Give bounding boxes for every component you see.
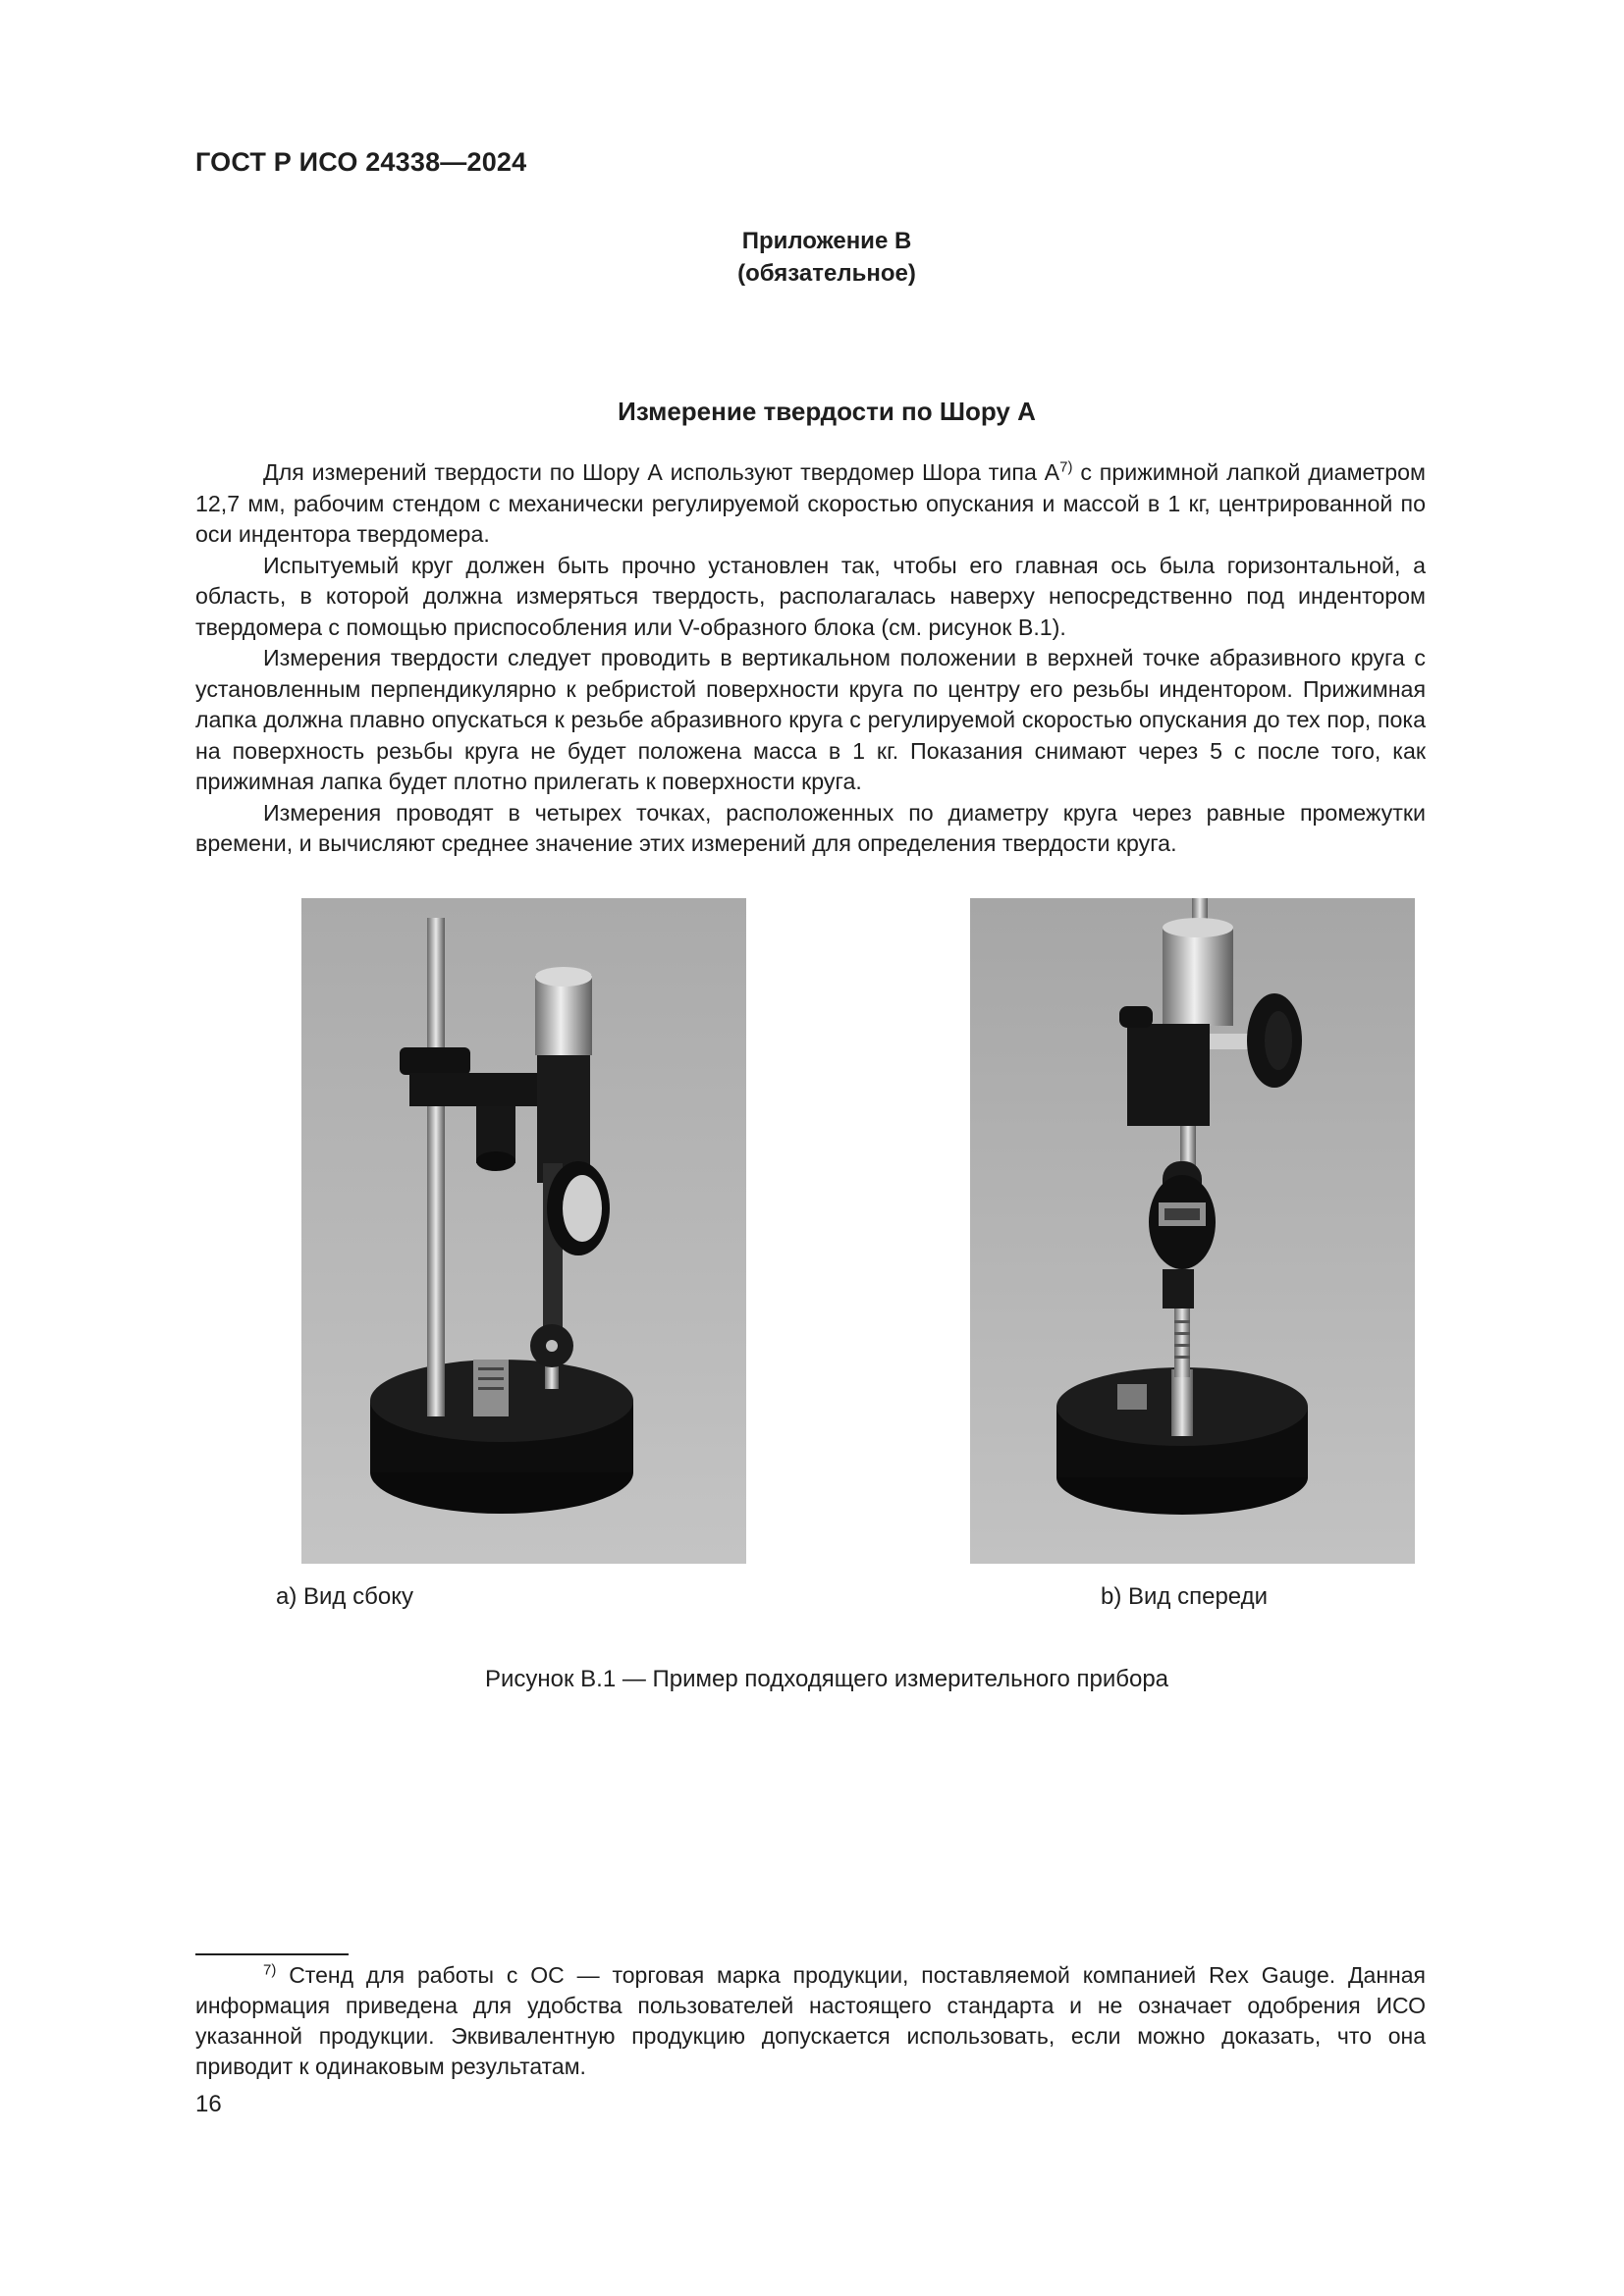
footnote-reference: 7)	[1059, 458, 1073, 476]
paragraph-2: Испытуемый круг должен быть прочно установлен так, чтобы его главная ось была горизонтальной, а область, в которой должна измеряться твердость, располагалась наверху непосредственно под индентором твердомера с помощью приспособления или V-образного блока (см. рисунок В.1).	[195, 552, 1426, 640]
paragraph-1	[195, 457, 1426, 551]
paragraph-1-start: Для измерений твердости по Шору А используют твердомер Шора типа А	[263, 459, 1060, 485]
section-title: Измерение твердости по Шору А	[618, 397, 1036, 426]
paragraph-1-end: с прижимной лапкой диаметром 12,7 мм, рабочим стендом с механически регулируемой скоростью опускания и массой в 1 кг, центрированной по оси индентора твердомера.	[195, 459, 1427, 547]
body-text	[195, 457, 1426, 860]
footnote-text: Стенд для работы с ОС — торговая марка продукции, поставляемой компанией Rex Gauge. Данная информация приведена для удобства пользователей настоящего стандарта и не означает одобрения ИСО указанной продукции. Эквивалентную продукцию допускается использовать, если можно доказать, что она приводит к одинаковым результатам.	[195, 1962, 1426, 2079]
photo-front-view	[970, 898, 1415, 1564]
annex-status: (обязательное)	[737, 260, 916, 287]
footnote-separator	[195, 1953, 349, 1955]
page-number: 16	[195, 2091, 222, 2117]
paragraph-3: Измерения твердости следует проводить в вертикальном положении в верхней точке абразивного круга с установленным перпендикулярно к ребристой поверхности круга по центру его резьбы индентором. Прижимная лапка должна плавно опускаться к резьбе абразивного круга с регулируемой скоростью опускания до тех пор, пока на поверхность резьбы круга не будет положена масса в 1 кг. Показания снимают через 5 с после того, как прижимная лапка будет плотно прилегать к поверхности круга.	[195, 645, 1426, 794]
annex-title: Приложение В	[741, 228, 912, 254]
footnote-paragraph	[195, 1960, 1426, 2082]
figure-caption-a: а) Вид сбоку	[276, 1583, 413, 1610]
footnote	[195, 1960, 1426, 2082]
paragraph-4: Измерения проводят в четырех точках, расположенных по диаметру круга через равные промежутки времени, и вычисляют среднее значение этих измерений для определения твердости круга.	[195, 799, 1426, 856]
figure-caption: Рисунок В.1 — Пример подходящего измерительного прибора	[484, 1666, 1169, 1692]
figure-caption-b: b) Вид спереди	[1101, 1583, 1269, 1610]
document-code: ГОСТ Р ИСО 24338—2024	[195, 147, 527, 177]
footnote-marker: 7)	[263, 1961, 277, 1979]
photo-side-view	[301, 898, 746, 1564]
